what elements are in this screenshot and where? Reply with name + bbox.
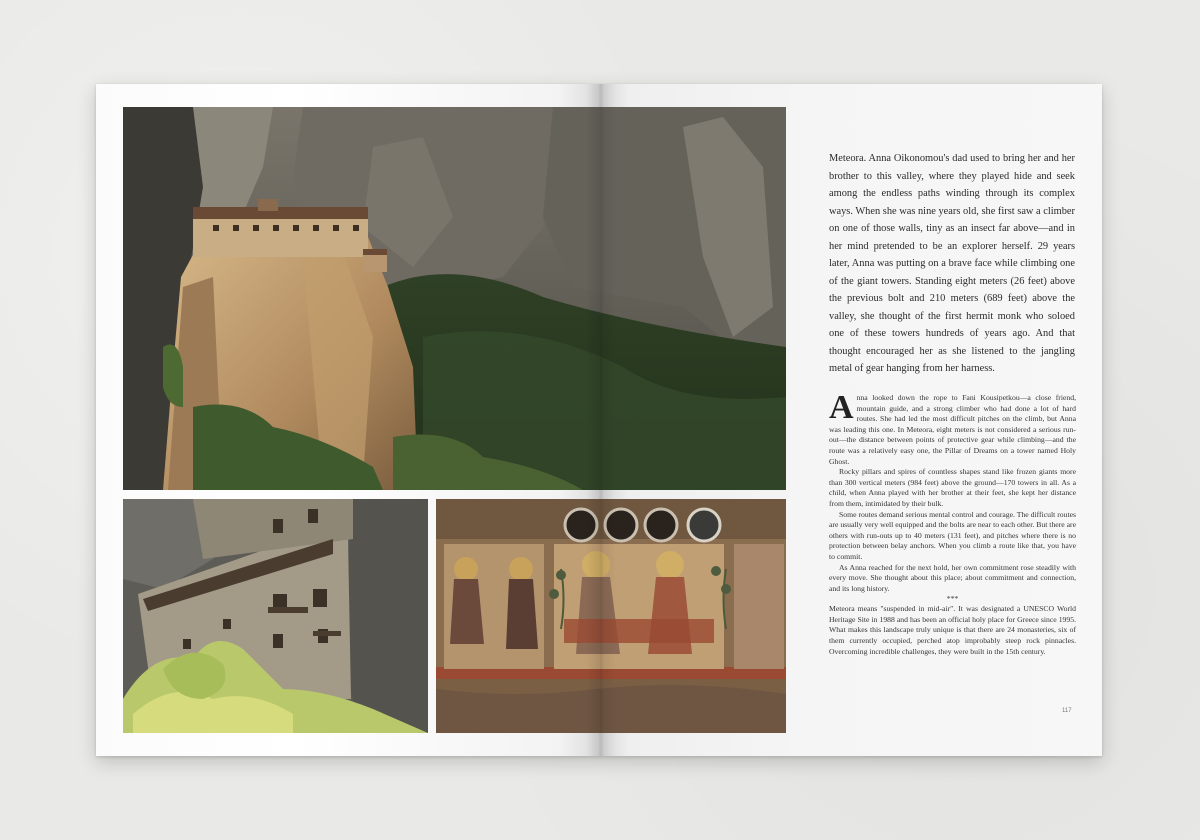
- body-paragraph-1-text: nna looked down the rope to Fani Kousipetkou—a close friend, mountain guide, and a strong climber who had done a lot of hard routes. She had led the most difficult pitches on the climb, but Anna was leading this one. In Meteora, eight meters is not considered a serious run-out—the distance between points of protective gear while climbing—and the route was a relatively easy one, the Pillar of Dreams on a tower named Holy Ghost.: [829, 393, 1076, 466]
- lead-column: [829, 150, 1075, 378]
- body-paragraph-5: Meteora means "suspended in mid-air". It was designated a UNESCO World Heritage Site in 1988 and has been an official holy place for Greece since 1995. What makes this landscape truly unique is that there are 24 monasteries, six of them currently occupied, perched atop improbably steep rock pinnacles. Overcoming incredible challenges, they were built in the 15th century.: [829, 604, 1076, 656]
- drop-cap: A: [829, 389, 854, 426]
- lead-paragraph: Meteora. Anna Oikonomou's dad used to bring her and her brother to this valley, where they played hide and seek among the endless paths winding through its complex ways. When she was nine years old, she first saw a climber on one of those walls, tiny as an insect far above—and in her mind pretended to be an explorer herself. 29 years later, Anna was putting on a brave face while climbing one of the giant towers. Standing eight meters (26 feet) above the previous bolt and 210 meters (689 feet) above the valley, she thought of the first hermit monk who soloed one of these towers hundreds of years ago. And that thought encouraged her as she listened to the jangling metal of gear hanging from her harness.: [829, 153, 1075, 374]
- fresco-photo: [436, 499, 786, 733]
- fresco-photo-graphic: [436, 499, 786, 733]
- page-number: 117: [1062, 708, 1072, 714]
- section-separator: ***: [946, 594, 959, 604]
- body-paragraph-4: As Anna reached for the next hold, her own commitment rose steadily with every move. She thought about this place; about commitment and connection, and its long history.: [829, 562, 1076, 593]
- body-paragraph-2: Rocky pillars and spires of countless shapes stand like frozen giants more than 300 vertical meters (984 feet) above the ground—170 towers in all. As a child, when Anna played with her brother at their feet, she kept her distance from them, intimidated by their bulk.: [829, 467, 1076, 508]
- monastery-photo: [123, 499, 428, 733]
- magazine-spread: [96, 84, 1102, 756]
- body-paragraph-1: [829, 389, 1076, 467]
- body-paragraph-3: Some routes demand serious mental control and courage. The difficult routes are usually very well equipped and the bolts are near to each other. But there are others with run-outs up to 40 meters (131 feet), and pitches where there is no protection between belay anchors. When you climb a route like that, you have to commit.: [829, 509, 1076, 561]
- monastery-photo-graphic: [123, 499, 428, 733]
- main-photo: [123, 107, 786, 490]
- main-photo-graphic: [123, 107, 786, 490]
- body-column: [829, 389, 1076, 657]
